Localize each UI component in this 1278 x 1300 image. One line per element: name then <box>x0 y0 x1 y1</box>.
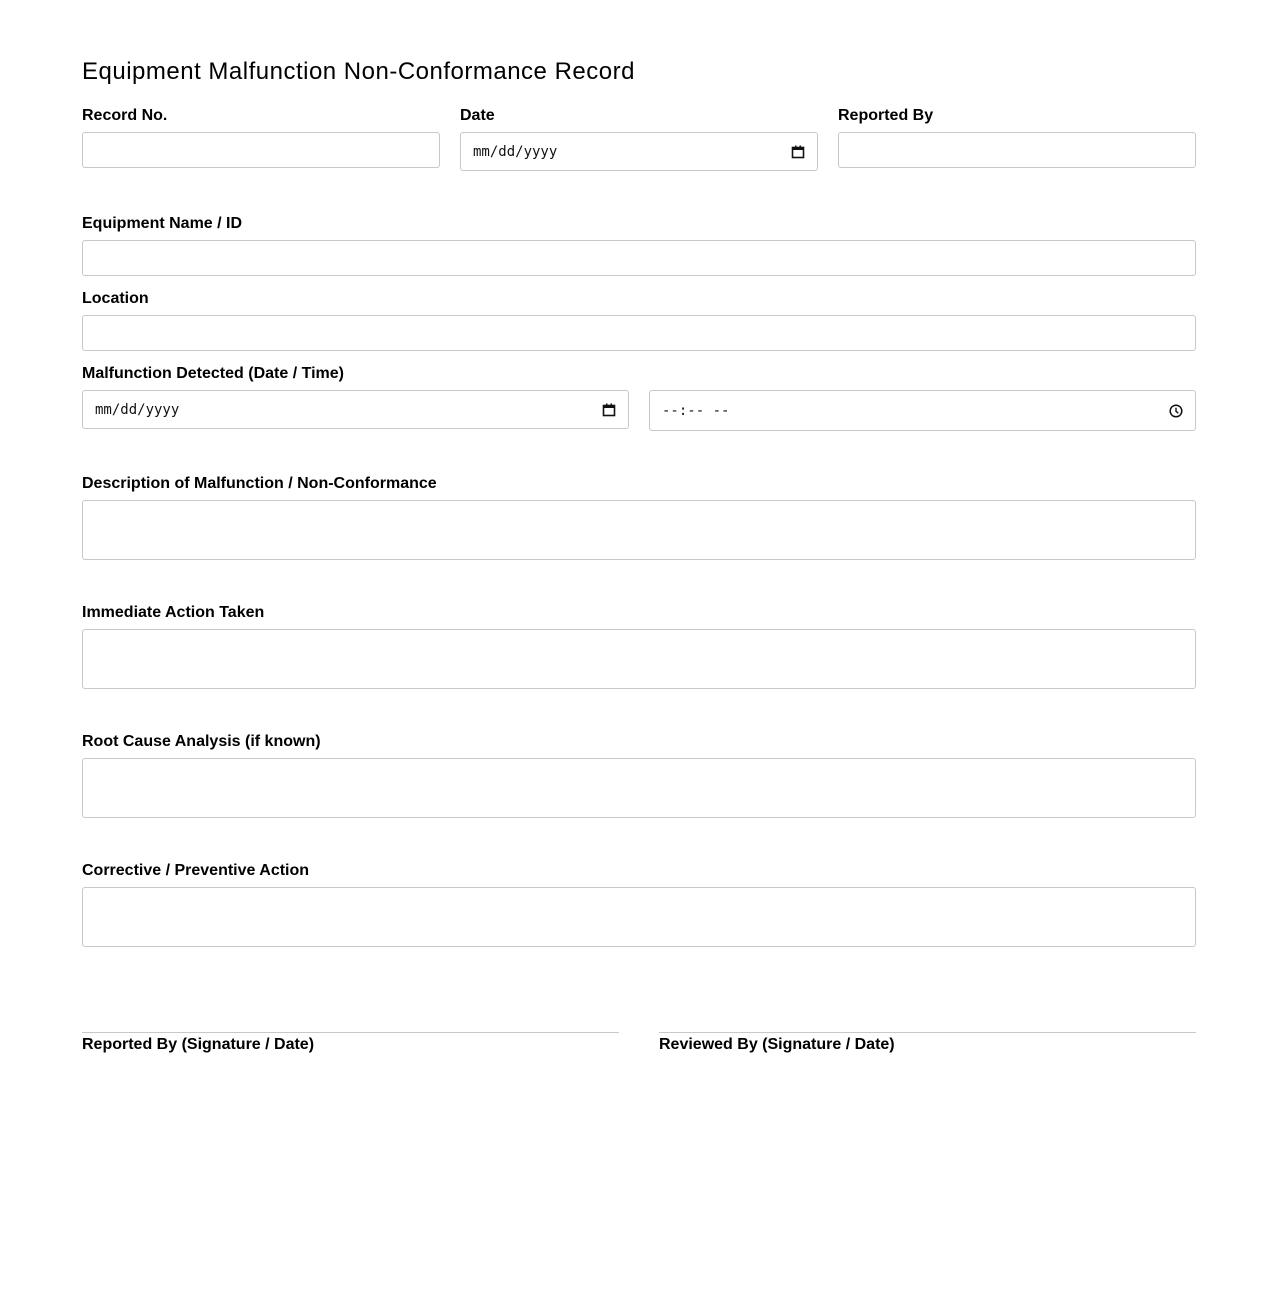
date-input[interactable] <box>460 132 818 171</box>
malfunction-time-placeholder: --:-- -- <box>662 402 730 419</box>
immediate-action-label: Immediate Action Taken <box>82 604 265 621</box>
calendar-icon[interactable] <box>602 403 616 417</box>
malfunction-detected-label: Malfunction Detected (Date / Time) <box>82 365 344 382</box>
reported-signature-line <box>82 1032 619 1033</box>
reported-signature-label: Reported By (Signature / Date) <box>82 1036 315 1053</box>
record-no-input[interactable] <box>82 132 440 168</box>
corrective-action-label: Corrective / Preventive Action <box>82 862 310 879</box>
reported-by-input[interactable] <box>838 132 1196 168</box>
date-label: Date <box>460 107 495 124</box>
corrective-action-textarea[interactable] <box>82 887 1196 947</box>
reported-by-label: Reported By <box>838 107 934 124</box>
equipment-input[interactable] <box>82 240 1196 276</box>
reviewed-signature-label: Reviewed By (Signature / Date) <box>659 1036 895 1053</box>
record-no-label: Record No. <box>82 107 168 124</box>
malfunction-time-input[interactable] <box>649 390 1196 431</box>
immediate-action-textarea[interactable] <box>82 629 1196 689</box>
malfunction-date-input[interactable] <box>82 390 629 429</box>
root-cause-textarea[interactable] <box>82 758 1196 818</box>
equipment-label: Equipment Name / ID <box>82 215 243 232</box>
page-title: Equipment Malfunction Non-Conformance Record <box>82 58 635 85</box>
clock-icon[interactable] <box>1169 404 1183 418</box>
reviewed-signature-line <box>659 1032 1196 1033</box>
calendar-icon[interactable] <box>791 145 805 159</box>
location-input[interactable] <box>82 315 1196 351</box>
location-label: Location <box>82 290 149 307</box>
date-placeholder: mm/dd/yyyy <box>473 143 558 160</box>
description-textarea[interactable] <box>82 500 1196 560</box>
description-label: Description of Malfunction / Non-Conformance <box>82 475 437 492</box>
malfunction-date-placeholder: mm/dd/yyyy <box>95 401 180 418</box>
root-cause-label: Root Cause Analysis (if known) <box>82 733 321 750</box>
